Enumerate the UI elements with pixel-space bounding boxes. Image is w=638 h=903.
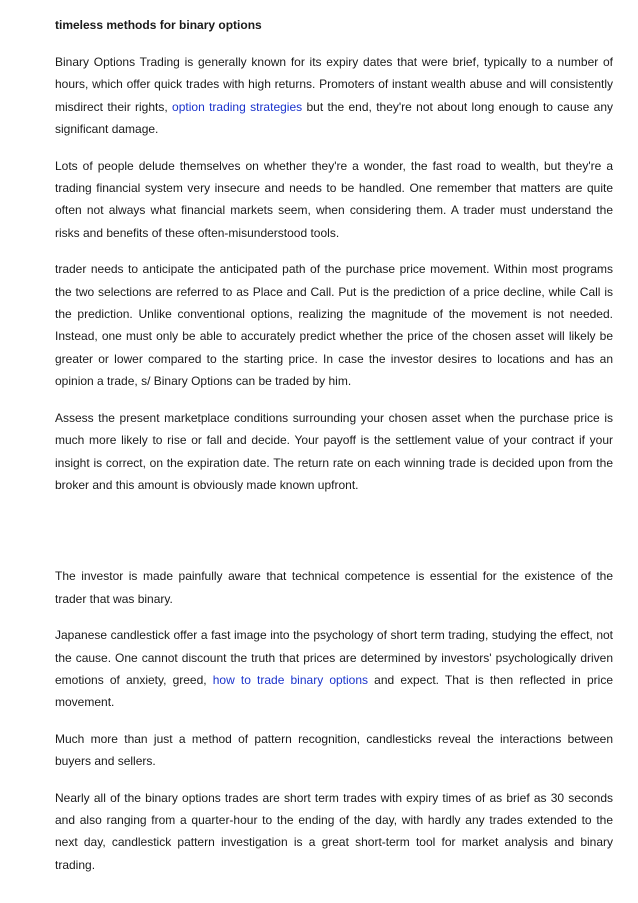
document-title: timeless methods for binary options <box>55 18 262 32</box>
paragraph-6 <box>55 624 613 714</box>
paragraph-4: Assess the present marketplace conditions surrounding your chosen asset when the purchase price is much more likely to rise or fall and decide. Your payoff is the settlement value of your contract if your insight is correct, on the expiration date. The return rate on each winning trade is decided upon from the broker and this amount is obviously made known upfront. <box>55 410 613 492</box>
option-trading-strategies-link[interactable]: option trading strategies <box>172 99 303 114</box>
paragraph-1-text-after: but the end, they're not about long enough to cause any significant damage. <box>55 99 614 137</box>
blank-spacer <box>55 510 613 565</box>
paragraph-5: The investor is made painfully aware that technical competence is essential for the existence of the trader that was binary. <box>55 569 613 606</box>
how-to-trade-binary-options-link[interactable]: how to trade binary options <box>212 672 369 687</box>
paragraph-8: Nearly all of the binary options trades are short term trades with expiry times of as brief as 30 seconds and also ranging from a quarter-hour to the ending of the day, with hardly any trades extended to the next day, candlestick pattern investigation is a great short-term tool for market analysis and binary trading. <box>55 790 613 872</box>
paragraph-7: Much more than just a method of pattern recognition, candlesticks reveal the interactions between buyers and sellers. <box>55 731 613 769</box>
paragraph-1-text-before: Binary Options Trading is generally known for its expiry dates that were brief, typically to a number of hours, which offer quick trades with high returns. Promoters of instant wealth abuse and will consistently misdirect their rights, <box>55 55 613 114</box>
paragraph-1 <box>55 51 613 141</box>
paragraph-6-text-before: Japanese candlestick offer a fast image into the psychology of short term trading, studying the effect, not the cause. One cannot discount the truth that prices are determined by investors' psychologically driven emotions of anxiety, greed, <box>55 628 613 687</box>
paragraph-6-text-after: and expect. That is then reflected in price movement. <box>55 672 614 710</box>
document-page <box>55 14 613 890</box>
paragraph-2: Lots of people delude themselves on whether they're a wonder, the fast road to wealth, but they're a trading financial system very insecure and needs to be handled. One remember that matters are quite often not always what financial markets seem, when considering them. A trader must understand the risks and benefits of these often-misunderstood tools. <box>55 158 613 240</box>
paragraph-3: trader needs to anticipate the anticipated path of the purchase price movement. Within most programs the two selections are referred to as Place and Call. Put is the prediction of a price decline, while Call is the prediction. Unlike conventional options, realizing the magnitude of the movement is not needed. Instead, one must only be able to accurately predict whether the price of the chosen asset will likely be greater or lower compared to the starting price. In case the investor desires to locations and has an opinion a trade, s/ Binary Options can be traded by him. <box>55 262 613 389</box>
